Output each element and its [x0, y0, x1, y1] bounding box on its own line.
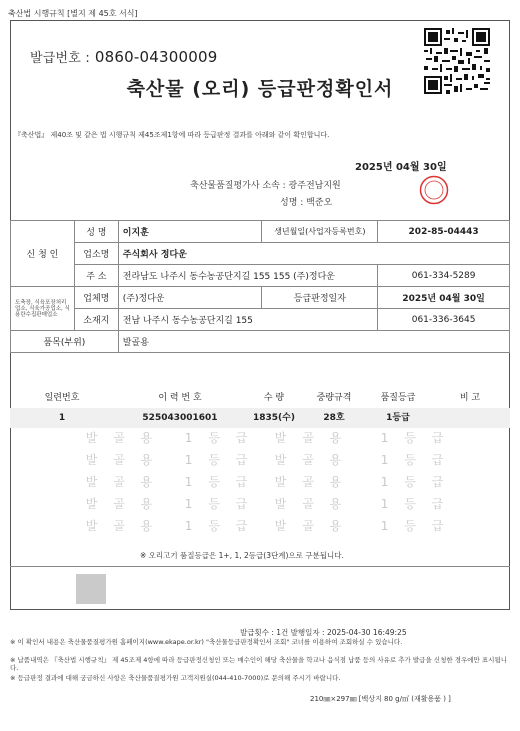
birth-label: 생년월일(사업자등록번호) — [262, 221, 378, 243]
addr-label: 주 소 — [74, 265, 118, 287]
watermark-text: 발 골 용 — [85, 497, 159, 511]
official-seal — [419, 175, 449, 205]
table-row — [10, 408, 510, 428]
applicant-name: 이지훈 — [118, 221, 262, 243]
part-value: 발골용 — [118, 331, 509, 353]
issue-number: 0860-04300009 — [94, 48, 218, 66]
watermark-row — [10, 450, 510, 470]
divider — [10, 566, 510, 567]
loc-label: 소재지 — [74, 309, 118, 331]
biz-name: 주식회사 정다운 — [118, 243, 509, 265]
watermark-text: 1 등 급 — [184, 431, 254, 445]
qr-code-icon — [424, 28, 490, 94]
watermark-text: 발 골 용 — [85, 475, 159, 489]
applicant-address: 전라남도 나주시 동수농공단지길 155 155 (주)정다운 — [118, 265, 377, 287]
paper-spec: 210㎜×297㎜ [백상지 80 g/㎡ (재활용품 ) ] — [310, 695, 451, 703]
row-trace: 525043001601 — [142, 413, 218, 423]
watermark-text: 발 골 용 — [85, 519, 159, 533]
watermark-row — [10, 428, 510, 448]
applicant-phone: 061-334-5289 — [378, 265, 510, 287]
watermark-text: 발 골 용 — [274, 475, 348, 489]
watermark-text: 발 골 용 — [85, 431, 159, 445]
grader-affiliation: 축산물품질평가사 소속 : 광주전남지원 — [190, 181, 341, 191]
col-note: 비 고 — [459, 393, 481, 403]
footnote: ※ 납품내역은 『축산법 시행규칙』 제 45조제 4항에 따라 등급판정신청인 또는 매수인이 해당 축산물을 학교나 음식점 납품 등의 사유로 추가 발급을 신청한 경우에만 표시됩니다. — [10, 656, 508, 672]
footnote: ※ 이 확인서 내용은 축산물품질평가원 홈페이지(www.ekape.or.kr) "축산물등급판정확인서 조회" 코너를 이용하여 조회하실 수 있습니다. — [10, 638, 403, 646]
issue-date: 2025년 04월 30일 — [355, 162, 447, 173]
watermark-text: 발 골 용 — [274, 497, 348, 511]
watermark-text: 1 등 급 — [380, 497, 450, 511]
footnote: ※ 등급판정 결과에 대해 궁금하신 사항은 축산물품질평가원 고객지원실(044-410-7000)로 문의해 주시기 바랍니다. — [10, 674, 341, 682]
watermark-text: 1 등 급 — [184, 519, 254, 533]
company-label: 업체명 — [74, 287, 118, 309]
applicant-section: 신 청 인 — [11, 221, 75, 287]
watermark-text: 발 골 용 — [274, 519, 348, 533]
document-title: 축산물 (오리) 등급판정확인서 — [126, 78, 394, 100]
slaughter-location: 전남 나주시 동수농공단지길 155 — [118, 309, 377, 331]
watermark-text: 1 등 급 — [380, 431, 450, 445]
watermark-text: 1 등 급 — [380, 519, 450, 533]
watermark-text: 1 등 급 — [380, 453, 450, 467]
stamp-image — [76, 574, 106, 604]
row-weight: 28호 — [323, 413, 345, 423]
slaughter-section: 도축장, 식육포장처리업소, 식육가공업소, 식용란수집판매업소 — [11, 287, 75, 331]
col-trace: 이 력 번 호 — [158, 393, 202, 403]
issue-number-line — [30, 47, 217, 66]
watermark-row — [10, 494, 510, 514]
grade-date: 2025년 04월 30일 — [378, 287, 510, 309]
row-qty: 1835(수) — [253, 413, 295, 423]
part-label: 품목(부위) — [11, 331, 119, 353]
grade-table-header — [10, 388, 510, 409]
biz-label: 업소명 — [74, 243, 118, 265]
watermark-row — [10, 516, 510, 536]
issue-number-label: 발급번호 : — [30, 51, 90, 66]
legal-statement: 『축산법』 제40조 및 같은 법 시행규칙 제45조제1항에 따라 등급판정 결과를 아래와 같이 확인합니다. — [14, 131, 330, 139]
info-table — [10, 220, 510, 353]
grader-name: 성명 : 백준오 — [280, 198, 333, 208]
watermark-text: 발 골 용 — [274, 431, 348, 445]
grade-date-label: 등급판정일자 — [262, 287, 378, 309]
col-weight: 중량규격 — [316, 393, 352, 403]
company-name: (주)정다운 — [118, 287, 262, 309]
watermark-row — [10, 472, 510, 492]
col-qty: 수 량 — [263, 393, 285, 403]
row-serial: 1 — [58, 413, 66, 423]
name-label: 성 명 — [74, 221, 118, 243]
watermark-text: 1 등 급 — [380, 475, 450, 489]
watermark-text: 1 등 급 — [184, 497, 254, 511]
watermark-text: 발 골 용 — [85, 453, 159, 467]
slaughter-phone: 061-336-3645 — [378, 309, 510, 331]
birth-value: 202-85-04443 — [378, 221, 510, 243]
watermark-text: 발 골 용 — [274, 453, 348, 467]
col-serial: 일련번호 — [44, 393, 80, 403]
watermark-text: 1 등 급 — [184, 453, 254, 467]
col-grade: 품질등급 — [380, 393, 416, 403]
grade-note: ※ 오리고기 품질등급은 1+, 1, 2등급(3단계)으로 구분됩니다. — [140, 551, 344, 560]
issued-info: 발급횟수 : 1건 발행일자 : 2025-04-30 16:49:25 — [240, 628, 407, 637]
form-tag: 축산법 시행규칙 [별지 제 45호 서식] — [8, 9, 138, 18]
row-note — [430, 408, 510, 428]
watermark-text: 1 등 급 — [184, 475, 254, 489]
row-grade: 1등급 — [386, 413, 410, 423]
